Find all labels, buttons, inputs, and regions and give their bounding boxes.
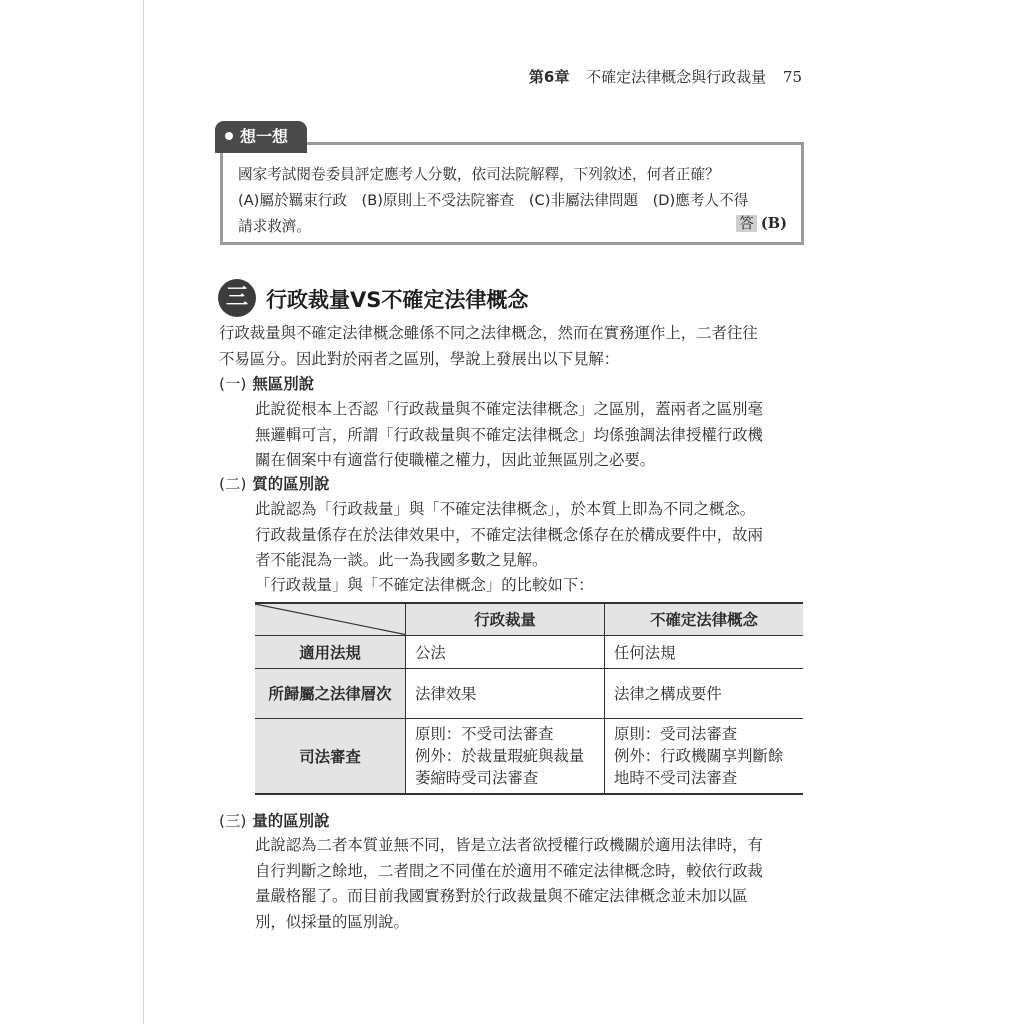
cell-line: 萎縮時受司法審查 bbox=[415, 768, 539, 787]
table-cell: 任何法規 bbox=[605, 635, 804, 668]
think-tag-label: 想一想 bbox=[240, 127, 289, 146]
item-number: (二) bbox=[219, 475, 247, 493]
paragraph-line: 此說認為二者本質並無不同，皆是立法者欲授權行政機關於適用法律時，有 bbox=[255, 836, 763, 854]
think-tag bbox=[215, 121, 307, 153]
table-header-row bbox=[255, 603, 803, 635]
paragraph-line: 行政裁量係存在於法律效果中，不確定法律概念係存在於構成要件中，故兩 bbox=[255, 525, 763, 544]
item-title: 質的區別說 bbox=[252, 475, 330, 493]
table-row bbox=[255, 635, 803, 668]
question-line: 國家考試閱卷委員評定應考人分數，依司法院解釋，下列敘述，何者正確？ bbox=[238, 166, 720, 183]
item-number: (一) bbox=[219, 375, 247, 393]
item-title: 無區別說 bbox=[252, 375, 314, 393]
table-row bbox=[255, 718, 803, 794]
table-row-header: 司法審查 bbox=[255, 718, 406, 794]
section-title: 行政裁量VS不確定法律概念 bbox=[266, 288, 529, 312]
paragraph-line: 者不能混為一談。此一為我國多數之見解。 bbox=[255, 551, 548, 569]
item-body-3 bbox=[255, 833, 805, 935]
answer bbox=[736, 214, 787, 234]
cell-line: 例外：於裁量瑕疵與裁量 bbox=[415, 746, 585, 765]
chapter-number: 第6章 bbox=[528, 68, 570, 86]
paragraph-line: 自行判斷之餘地，二者間之不同僅在於適用不確定法律概念時，較依行政裁 bbox=[255, 861, 763, 880]
table-row-header: 所歸屬之法律層次 bbox=[255, 668, 406, 718]
page-number: 75 bbox=[782, 68, 802, 86]
table-cell bbox=[406, 718, 605, 794]
cell-line: 地時不受司法審查 bbox=[614, 768, 738, 787]
paragraph-line: 別，似採量的區別說。 bbox=[255, 912, 409, 931]
paragraph-line: 此說認為「行政裁量」與「不確定法律概念」，於本質上即為不同之概念。 bbox=[255, 500, 756, 518]
cell-line: 原則：受司法審查 bbox=[614, 724, 738, 743]
answer-label: 答 bbox=[736, 215, 757, 232]
table-cell bbox=[605, 718, 804, 794]
table-cell: 法律之構成要件 bbox=[605, 668, 804, 718]
cell-line: 例外：行政機關享判斷餘 bbox=[614, 746, 784, 765]
comparison-table bbox=[255, 602, 803, 795]
question-line: (A)屬於羈束行政 (B)原則上不受法院審查 (C)非屬法律問題 (D)應考人不得 bbox=[238, 192, 749, 209]
item-heading-3 bbox=[219, 809, 329, 834]
table-cell: 公法 bbox=[406, 635, 605, 668]
paragraph-line: 量嚴格罷了。而目前我國實務對於行政裁量與不確定法律概念並未加以區 bbox=[255, 887, 748, 905]
item-body-2 bbox=[255, 497, 805, 574]
paragraph-line: 關在個案中有適當行使職權之權力，因此並無區別之必要。 bbox=[255, 451, 656, 469]
paragraph-line: 不易區分。因此對於兩者之區別，學說上發展出以下見解： bbox=[219, 349, 620, 368]
running-header bbox=[520, 66, 802, 87]
cell-line: 原則：不受司法審查 bbox=[415, 724, 554, 743]
paragraph-line: 此說從根本上否認「行政裁量與不確定法律概念」之區別，蓋兩者之區別毫 bbox=[255, 400, 763, 418]
table-column-header: 行政裁量 bbox=[406, 603, 605, 635]
item-heading-2 bbox=[219, 472, 329, 497]
page-spine bbox=[143, 0, 144, 1024]
think-question bbox=[238, 162, 788, 240]
paragraph-line: 行政裁量與不確定法律概念雖係不同之法律概念，然而在實務運作上，二者往往 bbox=[219, 324, 758, 342]
bullet-dot-icon bbox=[225, 132, 233, 140]
chapter-title: 不確定法律概念與行政裁量 bbox=[586, 68, 767, 86]
diagonal-line-icon bbox=[255, 604, 405, 635]
comparison-lead: 「行政裁量」與「不確定法律概念」的比較如下： bbox=[255, 576, 594, 594]
question-line: 請求救濟。 bbox=[238, 218, 311, 235]
item-body-1 bbox=[255, 397, 805, 474]
table-row bbox=[255, 668, 803, 718]
paragraph-line: 無邏輯可言，所謂「行政裁量與不確定法律概念」均係強調法律授權行政機 bbox=[255, 425, 763, 444]
item-title: 量的區別說 bbox=[252, 812, 330, 830]
item-heading-1 bbox=[219, 372, 314, 397]
item-number: (三) bbox=[219, 812, 247, 830]
table-column-header: 不確定法律概念 bbox=[605, 603, 804, 635]
table-cell: 法律效果 bbox=[406, 668, 605, 718]
answer-value: (B) bbox=[760, 215, 787, 232]
table-row-header: 適用法規 bbox=[255, 635, 406, 668]
table-corner-cell bbox=[255, 603, 406, 635]
section-intro bbox=[219, 321, 804, 372]
section-number-badge: 三 bbox=[218, 279, 256, 317]
